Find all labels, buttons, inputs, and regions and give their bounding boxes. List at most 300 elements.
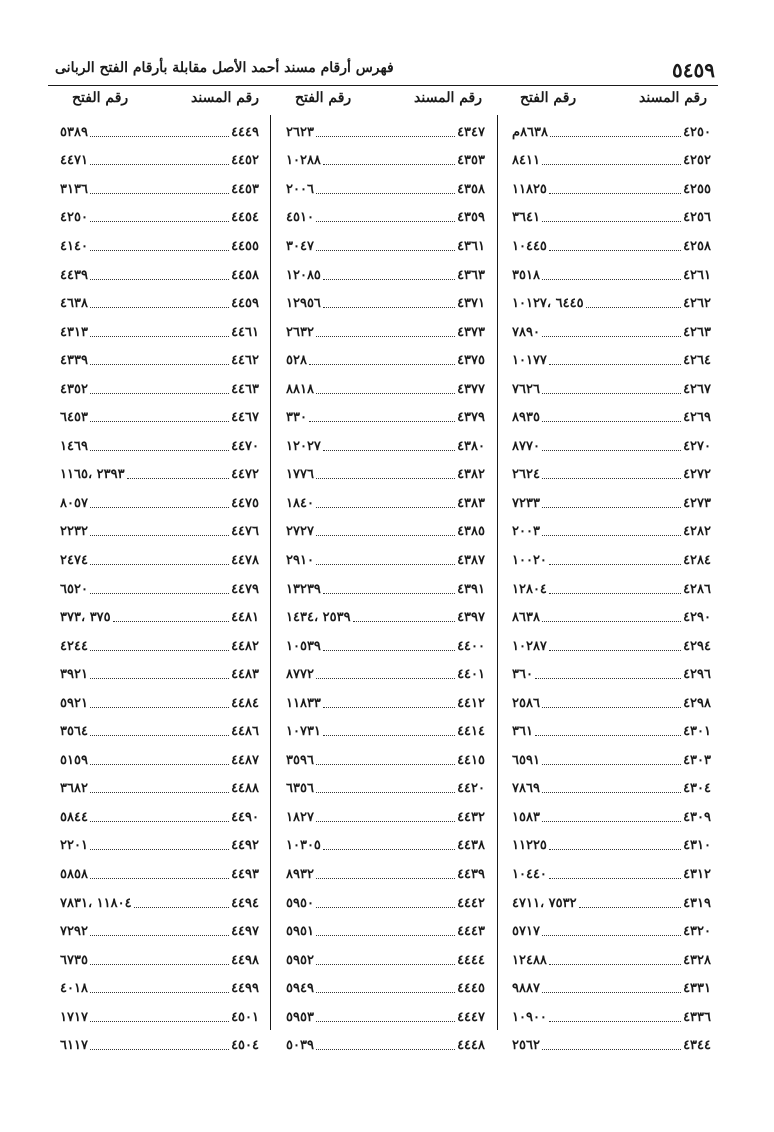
dot-leader: [542, 164, 681, 165]
index-entry: [58, 375, 263, 404]
index-entry: [58, 775, 263, 804]
dot-leader: [90, 878, 229, 879]
musnad-number: ٤٤٨٢: [231, 638, 259, 654]
index-entry: [58, 860, 263, 889]
fath-number: ٥٣٨٩: [60, 124, 88, 140]
fath-number: ١١٨٢٥: [512, 181, 547, 197]
dot-leader: [90, 393, 229, 394]
fath-number: ٢٧٢٧: [286, 524, 314, 540]
fath-number: ٢٢٠١: [60, 838, 88, 854]
index-entry: [284, 575, 489, 604]
fath-number: ٨٧٧٠: [512, 438, 540, 454]
index-entry: [510, 946, 715, 975]
fath-number: ١٠٣٠٥: [286, 838, 321, 854]
index-entry: [284, 289, 489, 318]
dot-leader: [316, 507, 455, 508]
index-entry: [284, 689, 489, 718]
dot-leader: [316, 935, 455, 936]
index-entry: [58, 689, 263, 718]
musnad-number: ٤٣٠٤: [683, 781, 711, 797]
musnad-number: ٤٣٢٨: [683, 952, 711, 968]
dot-leader: [90, 336, 229, 337]
index-entry: [284, 546, 489, 575]
fath-number: ٦٥٢٠: [60, 581, 88, 597]
index-entry: [510, 232, 715, 261]
index-entry: [58, 746, 263, 775]
fath-number: ٢٦٢٣: [286, 124, 314, 140]
fath-number: ٣٦٤١: [512, 210, 540, 226]
index-entry: [510, 461, 715, 490]
fath-number: ٢٥٣٩ ،١٤٣٤: [286, 610, 351, 626]
fath-number: ٥٨٤٤: [60, 809, 88, 825]
index-entry: [284, 632, 489, 661]
index-entry: [510, 346, 715, 375]
dot-leader: [90, 849, 229, 850]
dot-leader: [90, 450, 229, 451]
index-entry: [284, 518, 489, 547]
musnad-number: ٤٤٦٣: [231, 381, 259, 397]
index-entry: [58, 917, 263, 946]
index-entry: [510, 603, 715, 632]
index-entry: [284, 261, 489, 290]
dot-leader: [316, 992, 455, 993]
dot-leader: [90, 678, 229, 679]
fath-number: ٨٩٣٢: [286, 866, 314, 882]
dot-leader: [316, 221, 455, 222]
musnad-number: ٤٢٥٥: [683, 181, 711, 197]
musnad-number: ٤٤٧٩: [231, 581, 259, 597]
dot-leader: [316, 907, 455, 908]
index-entry: [58, 889, 263, 918]
dot-leader: [323, 849, 455, 850]
dot-leader: [323, 735, 455, 736]
musnad-number: ٤٤٣٨: [457, 838, 485, 854]
dot-leader: [90, 735, 229, 736]
fath-number: ١٣٢٣٩: [286, 581, 321, 597]
musnad-number: ٤٤٩٨: [231, 952, 259, 968]
musnad-number: ٤٢٩٨: [683, 695, 711, 711]
fath-number: ٧٨٦٩: [512, 781, 540, 797]
dot-leader: [542, 393, 681, 394]
dot-leader: [90, 535, 229, 536]
dot-leader: [90, 279, 229, 280]
index-entry: [284, 717, 489, 746]
column-divider: [270, 115, 271, 1030]
musnad-number: ٤٣٨٢: [457, 467, 485, 483]
musnad-number: ٤٣٣١: [683, 981, 711, 997]
musnad-number: ٤٤٦٢: [231, 353, 259, 369]
fath-number: ٥٨٥٨: [60, 866, 88, 882]
musnad-number: ٤٣٠٣: [683, 752, 711, 768]
index-entry: [58, 175, 263, 204]
index-entry: [58, 432, 263, 461]
musnad-number: ٤٣٨٣: [457, 495, 485, 511]
index-entry: [58, 660, 263, 689]
fath-number: ١٧١٧: [60, 1009, 88, 1025]
dot-leader: [309, 364, 455, 365]
header-fath: رقم الفتح: [520, 90, 577, 106]
musnad-number: ٤٤٥٥: [231, 238, 259, 254]
column-divider: [497, 115, 498, 1030]
dot-leader: [316, 393, 455, 394]
dot-leader: [90, 1049, 229, 1050]
running-title: فهرس أرقام مسند أحمد الأصل مقابلة بأرقام الفتح الربانى: [55, 60, 394, 76]
index-entry: [58, 403, 263, 432]
index-entry: [58, 261, 263, 290]
dot-leader: [542, 935, 681, 936]
index-entry: [510, 1032, 715, 1061]
index-entry: [284, 375, 489, 404]
dot-leader: [90, 221, 229, 222]
dot-leader: [127, 478, 229, 479]
musnad-number: ٤٣٥٣: [457, 153, 485, 169]
fath-number: ١٠٢٨٨: [286, 153, 321, 169]
dot-leader: [90, 964, 229, 965]
fath-number: ٤٥١٠: [286, 210, 314, 226]
header-musnad: رقم المسند: [639, 90, 707, 106]
musnad-number: ٤٤٦٧: [231, 410, 259, 426]
fath-number: ٧٦٢٦: [512, 381, 540, 397]
dot-leader: [586, 307, 681, 308]
index-entry: [284, 461, 489, 490]
dot-leader: [90, 1021, 229, 1022]
dot-leader: [542, 992, 681, 993]
fath-number: ٥٧١٧: [512, 924, 540, 940]
dot-leader: [542, 621, 681, 622]
fath-number: ٧٢٩٢: [60, 924, 88, 940]
index-entry: [58, 147, 263, 176]
fath-number: ٤٦٣٨: [60, 296, 88, 312]
fath-number: ٧٥٣٢ ،٤٧١١: [512, 895, 577, 911]
fath-number: ٦١١٧: [60, 1038, 88, 1054]
fath-number: ١٢٤٨٨: [512, 952, 547, 968]
musnad-number: ٤٤٤٨: [457, 1038, 485, 1054]
index-entry: [58, 232, 263, 261]
index-entry: [58, 632, 263, 661]
dot-leader: [316, 1021, 455, 1022]
musnad-number: ٤٣١٠: [683, 838, 711, 854]
index-entry: [510, 289, 715, 318]
index-entry: [284, 946, 489, 975]
musnad-number: ٤٣٧٥: [457, 353, 485, 369]
column-header-2: [283, 90, 488, 112]
musnad-number: ٤٤٨٣: [231, 667, 259, 683]
index-entry: [58, 546, 263, 575]
fath-number: ٤٤٧١: [60, 153, 88, 169]
musnad-number: ٤٤١٢: [457, 695, 485, 711]
musnad-number: ٤٤٤٥: [457, 981, 485, 997]
musnad-number: ٤٤٤٢: [457, 895, 485, 911]
dot-leader: [542, 450, 681, 451]
musnad-number: ٤٣٨٥: [457, 524, 485, 540]
index-entry: [510, 660, 715, 689]
fath-number: ٨٦٣٨م: [512, 124, 548, 140]
index-entry: [284, 489, 489, 518]
index-entry: [58, 518, 263, 547]
index-entry: [284, 147, 489, 176]
fath-number: ٢٢٣٢: [60, 524, 88, 540]
dot-leader: [316, 878, 455, 879]
musnad-number: ٤٤٨٧: [231, 752, 259, 768]
dot-leader: [579, 907, 681, 908]
index-entry: [284, 1003, 489, 1032]
musnad-number: ٤٢٥٢: [683, 153, 711, 169]
dot-leader: [90, 792, 229, 793]
fath-number: ٨٦٣٨: [512, 610, 540, 626]
musnad-number: ٤٤٥٩: [231, 296, 259, 312]
musnad-number: ٤٤٥٤: [231, 210, 259, 226]
index-entry: [58, 1032, 263, 1061]
musnad-number: ٤٤٨١: [231, 610, 259, 626]
dot-leader: [316, 821, 455, 822]
index-entry: [284, 832, 489, 861]
musnad-number: ٤٤٤٣: [457, 924, 485, 940]
dot-leader: [90, 307, 229, 308]
musnad-number: ٤٣٠١: [683, 724, 711, 740]
index-entry: [284, 432, 489, 461]
musnad-number: ٤٤٤٧: [457, 1009, 485, 1025]
dot-leader: [353, 621, 455, 622]
musnad-number: ٤٤٧٠: [231, 438, 259, 454]
dot-leader: [542, 764, 681, 765]
dot-leader: [316, 478, 455, 479]
index-entry: [510, 689, 715, 718]
dot-leader: [316, 336, 455, 337]
fath-number: ٥٩٥٣: [286, 1009, 314, 1025]
index-entry: [510, 403, 715, 432]
fath-number: ١٠٠٢٠: [512, 552, 547, 568]
dot-leader: [134, 907, 229, 908]
fath-number: ٤٣٣٩: [60, 353, 88, 369]
index-entry: [510, 518, 715, 547]
musnad-number: ٤٣٧٧: [457, 381, 485, 397]
index-entry: [284, 746, 489, 775]
index-entry: [510, 147, 715, 176]
index-entry: [510, 546, 715, 575]
dot-leader: [316, 193, 455, 194]
musnad-number: ٤٣١٢: [683, 866, 711, 882]
index-entry: [58, 974, 263, 1003]
index-column-3: [58, 118, 263, 1060]
index-entry: [58, 1003, 263, 1032]
dot-leader: [542, 336, 681, 337]
index-entry: [510, 318, 715, 347]
musnad-number: ٤٢٨٦: [683, 581, 711, 597]
index-entry: [58, 603, 263, 632]
dot-leader: [90, 193, 229, 194]
musnad-number: ٤٤٤٤: [457, 952, 485, 968]
musnad-number: ٤٤٩٩: [231, 981, 259, 997]
dot-leader: [549, 1021, 681, 1022]
dot-leader: [90, 935, 229, 936]
musnad-number: ٤٣٧١: [457, 296, 485, 312]
fath-number: ١٠٤٤٠: [512, 866, 547, 882]
musnad-number: ٤٢٧٣: [683, 495, 711, 511]
fath-number: ٣٥٩٦: [286, 752, 314, 768]
musnad-number: ٤٤٢٠: [457, 781, 485, 797]
dot-leader: [542, 535, 681, 536]
musnad-number: ٤٤٥٣: [231, 181, 259, 197]
musnad-number: ٤٥٠٤: [231, 1038, 259, 1054]
musnad-number: ٤٤٠٠: [457, 638, 485, 654]
index-entry: [510, 261, 715, 290]
fath-number: ٣٥١٨: [512, 267, 540, 283]
musnad-number: ٤٢٩٦: [683, 667, 711, 683]
dot-leader: [90, 650, 229, 651]
dot-leader: [90, 421, 229, 422]
index-entry: [284, 1032, 489, 1061]
dot-leader: [542, 707, 681, 708]
index-entry: [284, 232, 489, 261]
fath-number: ٦٧٣٥: [60, 952, 88, 968]
index-entry: [284, 660, 489, 689]
musnad-number: ٤٢٥٨: [683, 238, 711, 254]
fath-number: ٥١٥٩: [60, 752, 88, 768]
musnad-number: ٤٤٧٨: [231, 552, 259, 568]
musnad-number: ٤٤١٥: [457, 752, 485, 768]
musnad-number: ٤٤٩٤: [231, 895, 259, 911]
fath-number: ١٢٠٢٧: [286, 438, 321, 454]
musnad-number: ٤٢٨٢: [683, 524, 711, 540]
fath-number: ١١٢٢٥: [512, 838, 547, 854]
index-entry: [58, 803, 263, 832]
fath-number: ١١٨٣٣: [286, 695, 321, 711]
musnad-number: ٤٤٨٤: [231, 695, 259, 711]
musnad-number: ٤٤١٤: [457, 724, 485, 740]
fath-number: ٤٢٤٤: [60, 638, 88, 654]
musnad-number: ٤٣٤٤: [683, 1038, 711, 1054]
fath-number: ٥٩٥١: [286, 924, 314, 940]
dot-leader: [90, 564, 229, 565]
index-entry: [284, 889, 489, 918]
fath-number: ٢٥٦٢: [512, 1038, 540, 1054]
index-entry: [284, 917, 489, 946]
fath-number: ١٠٤٤٥: [512, 238, 547, 254]
index-entry: [284, 318, 489, 347]
dot-leader: [316, 678, 455, 679]
musnad-number: ٤٣٧٩: [457, 410, 485, 426]
index-entry: [58, 832, 263, 861]
fath-number: ٥٩٢١: [60, 695, 88, 711]
musnad-number: ٤٢٧٢: [683, 467, 711, 483]
musnad-number: ٤٤٣٩: [457, 866, 485, 882]
dot-leader: [90, 764, 229, 765]
index-entry: [284, 860, 489, 889]
fath-number: ١٢٩٥٦: [286, 296, 321, 312]
fath-number: ٤٤٣٩: [60, 267, 88, 283]
dot-leader: [323, 279, 455, 280]
index-entry: [284, 403, 489, 432]
dot-leader: [323, 164, 455, 165]
musnad-number: ٤٣٤٧: [457, 124, 485, 140]
index-entry: [510, 118, 715, 147]
fath-number: ٣١٣٦: [60, 181, 88, 197]
musnad-number: ٤٤٧٢: [231, 467, 259, 483]
dot-leader: [323, 307, 455, 308]
dot-leader: [542, 279, 681, 280]
musnad-number: ٤٤٦١: [231, 324, 259, 340]
dot-leader: [90, 593, 229, 594]
dot-leader: [323, 707, 455, 708]
index-entry: [284, 603, 489, 632]
fath-number: ٥٩٥٠: [286, 895, 314, 911]
dot-leader: [90, 821, 229, 822]
dot-leader: [542, 792, 681, 793]
dot-leader: [542, 821, 681, 822]
header-musnad: رقم المسند: [191, 90, 259, 106]
index-entry: [510, 175, 715, 204]
musnad-number: ٤٤٣٢: [457, 809, 485, 825]
fath-number: ٨٨١٨: [286, 381, 314, 397]
index-entry: [58, 346, 263, 375]
dot-leader: [549, 650, 681, 651]
dot-leader: [90, 164, 229, 165]
dot-leader: [316, 764, 455, 765]
index-entry: [510, 832, 715, 861]
fath-number: ٥٩٥٢: [286, 952, 314, 968]
index-column-1: [510, 118, 715, 1060]
index-entry: [58, 946, 263, 975]
musnad-number: ٤٣٦٣: [457, 267, 485, 283]
index-entry: [284, 775, 489, 804]
index-entry: [58, 575, 263, 604]
fath-number: ٥٢٨: [286, 353, 307, 369]
musnad-number: ٤٣١٩: [683, 895, 711, 911]
musnad-number: ٤٣٨٧: [457, 552, 485, 568]
fath-number: ٢٩١٠: [286, 552, 314, 568]
index-entry: [510, 775, 715, 804]
fath-number: ٣٥٦٤: [60, 724, 88, 740]
index-entry: [58, 489, 263, 518]
fath-number: ١٧٧٦: [286, 467, 314, 483]
index-entry: [284, 803, 489, 832]
fath-number: ٩٨٨٧: [512, 981, 540, 997]
dot-leader: [316, 792, 455, 793]
dot-leader: [316, 564, 455, 565]
fath-number: ١٤٦٩: [60, 438, 88, 454]
musnad-number: ٤٣٦١: [457, 238, 485, 254]
fath-number: ٨٠٥٧: [60, 495, 88, 511]
fath-number: ٤١٤٠: [60, 238, 88, 254]
column-header-1: [508, 90, 713, 112]
index-entry: [510, 575, 715, 604]
dot-leader: [549, 878, 681, 879]
index-entry: [58, 461, 263, 490]
header-musnad: رقم المسند: [414, 90, 482, 106]
dot-leader: [535, 678, 681, 679]
musnad-number: ٤٣٨٠: [457, 438, 485, 454]
dot-leader: [549, 964, 681, 965]
musnad-number: ٤٥٠١: [231, 1009, 259, 1025]
fath-number: ٣٣٠: [286, 410, 307, 426]
dot-leader: [90, 136, 229, 137]
index-entry: [510, 917, 715, 946]
dot-leader: [90, 707, 229, 708]
musnad-number: ٤٢٦١: [683, 267, 711, 283]
fath-number: ٧٨٩٠: [512, 324, 540, 340]
dot-leader: [309, 421, 455, 422]
index-entry: [510, 860, 715, 889]
musnad-number: ٤٢٦٤: [683, 353, 711, 369]
column-header-3: [60, 90, 265, 112]
dot-leader: [316, 964, 455, 965]
index-entry: [284, 175, 489, 204]
musnad-number: ٤٤٠١: [457, 667, 485, 683]
dot-leader: [90, 507, 229, 508]
index-entry: [284, 346, 489, 375]
dot-leader: [316, 535, 455, 536]
fath-number: ٤٣٥٢: [60, 381, 88, 397]
